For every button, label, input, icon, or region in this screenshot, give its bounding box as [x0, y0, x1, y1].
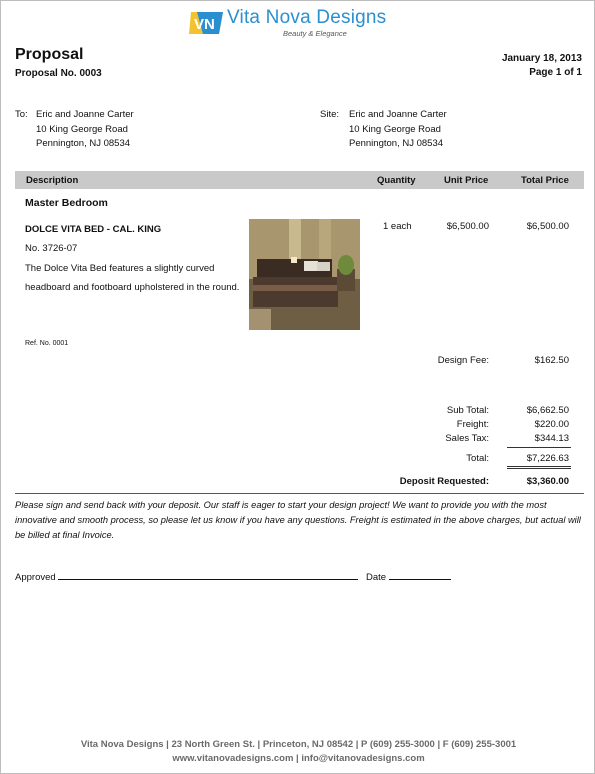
item-name: DOLCE VITA BED - CAL. KING — [25, 224, 162, 235]
date-label: Date — [366, 572, 387, 583]
to-address — [36, 108, 134, 152]
site-address — [349, 108, 447, 152]
total-value: $7,226.63 — [526, 453, 569, 464]
to-street: 10 King George Road — [36, 123, 128, 135]
sales-tax-label: Sales Tax: — [445, 433, 489, 444]
col-total-price: Total Price — [521, 175, 569, 186]
item-number: No. 3726-07 — [25, 243, 78, 254]
total-rule-2 — [507, 468, 571, 469]
site-street: 10 King George Road — [349, 123, 441, 135]
subtotal-label: Sub Total: — [446, 405, 489, 416]
item-photo — [249, 219, 360, 330]
site-name: Eric and Joanne Carter — [349, 109, 447, 120]
notes-divider — [15, 493, 584, 494]
approved-label: Approved — [15, 572, 56, 583]
logo-mark-icon — [189, 8, 225, 36]
proposal-date: January 18, 2013 — [501, 53, 582, 64]
col-unit-price: Unit Price — [444, 175, 489, 186]
to-label: To: — [15, 109, 28, 120]
design-fee-label: Design Fee: — [437, 355, 489, 366]
brand-name: Vita Nova Designs — [227, 7, 387, 28]
svg-text:VN: VN — [194, 16, 215, 33]
terms-note: Please sign and send back with your deposit. Our staff is eager to start your design project! We want to provide you with the most innovative and smooth process, so please let us know if you have any questions. Freight is estimated in the above charges, but actual will be billed at final Invoice. — [15, 500, 581, 540]
total-label: Total: — [466, 453, 489, 464]
footer-contact: Vita Nova Designs | 23 North Green St. | Princeton, NJ 08542 | P (609) 255-3000 | F (609) 255-3001 — [80, 739, 517, 750]
page-title: Proposal — [15, 46, 84, 63]
total-top-rule — [507, 447, 571, 448]
design-fee-value: $162.50 — [534, 355, 569, 366]
item-quantity: 1 each — [383, 221, 412, 232]
deposit-label: Deposit Requested: — [399, 476, 489, 487]
site-city: Pennington, NJ 08534 — [349, 138, 444, 149]
freight-value: $220.00 — [534, 419, 569, 430]
brand-logo — [189, 6, 411, 42]
item-description: The Dolce Vita Bed features a slightly curved headboard and footboard upholstered in the round. — [25, 263, 240, 293]
sales-tax-value: $344.13 — [534, 433, 569, 444]
item-ref-number: Ref. No. 0001 — [25, 340, 69, 347]
freight-label: Freight: — [456, 419, 489, 430]
footer-web: www.vitanovadesigns.com | info@vitanovadesigns.com — [172, 753, 425, 764]
total-rule-1 — [507, 466, 571, 467]
col-description: Description — [26, 175, 79, 186]
table-header — [15, 171, 584, 189]
date-blank — [389, 571, 451, 580]
deposit-value: $3,360.00 — [526, 476, 569, 487]
item-total-price: $6,500.00 — [526, 221, 569, 232]
to-name: Eric and Joanne Carter — [36, 109, 134, 120]
brand-tagline: Beauty & Elegance — [283, 29, 347, 38]
approved-line — [15, 571, 358, 583]
date-line — [366, 571, 451, 583]
proposal-number: Proposal No. 0003 — [15, 68, 102, 79]
item-unit-price: $6,500.00 — [446, 221, 489, 232]
room-heading: Master Bedroom — [25, 197, 108, 209]
site-label: Site: — [320, 109, 340, 120]
bedroom-image — [249, 219, 360, 330]
page-indicator: Page 1 of 1 — [529, 67, 582, 78]
to-city: Pennington, NJ 08534 — [36, 138, 131, 149]
subtotal-value: $6,662.50 — [526, 405, 569, 416]
col-quantity: Quantity — [377, 175, 416, 186]
approved-signature-blank — [58, 571, 358, 580]
